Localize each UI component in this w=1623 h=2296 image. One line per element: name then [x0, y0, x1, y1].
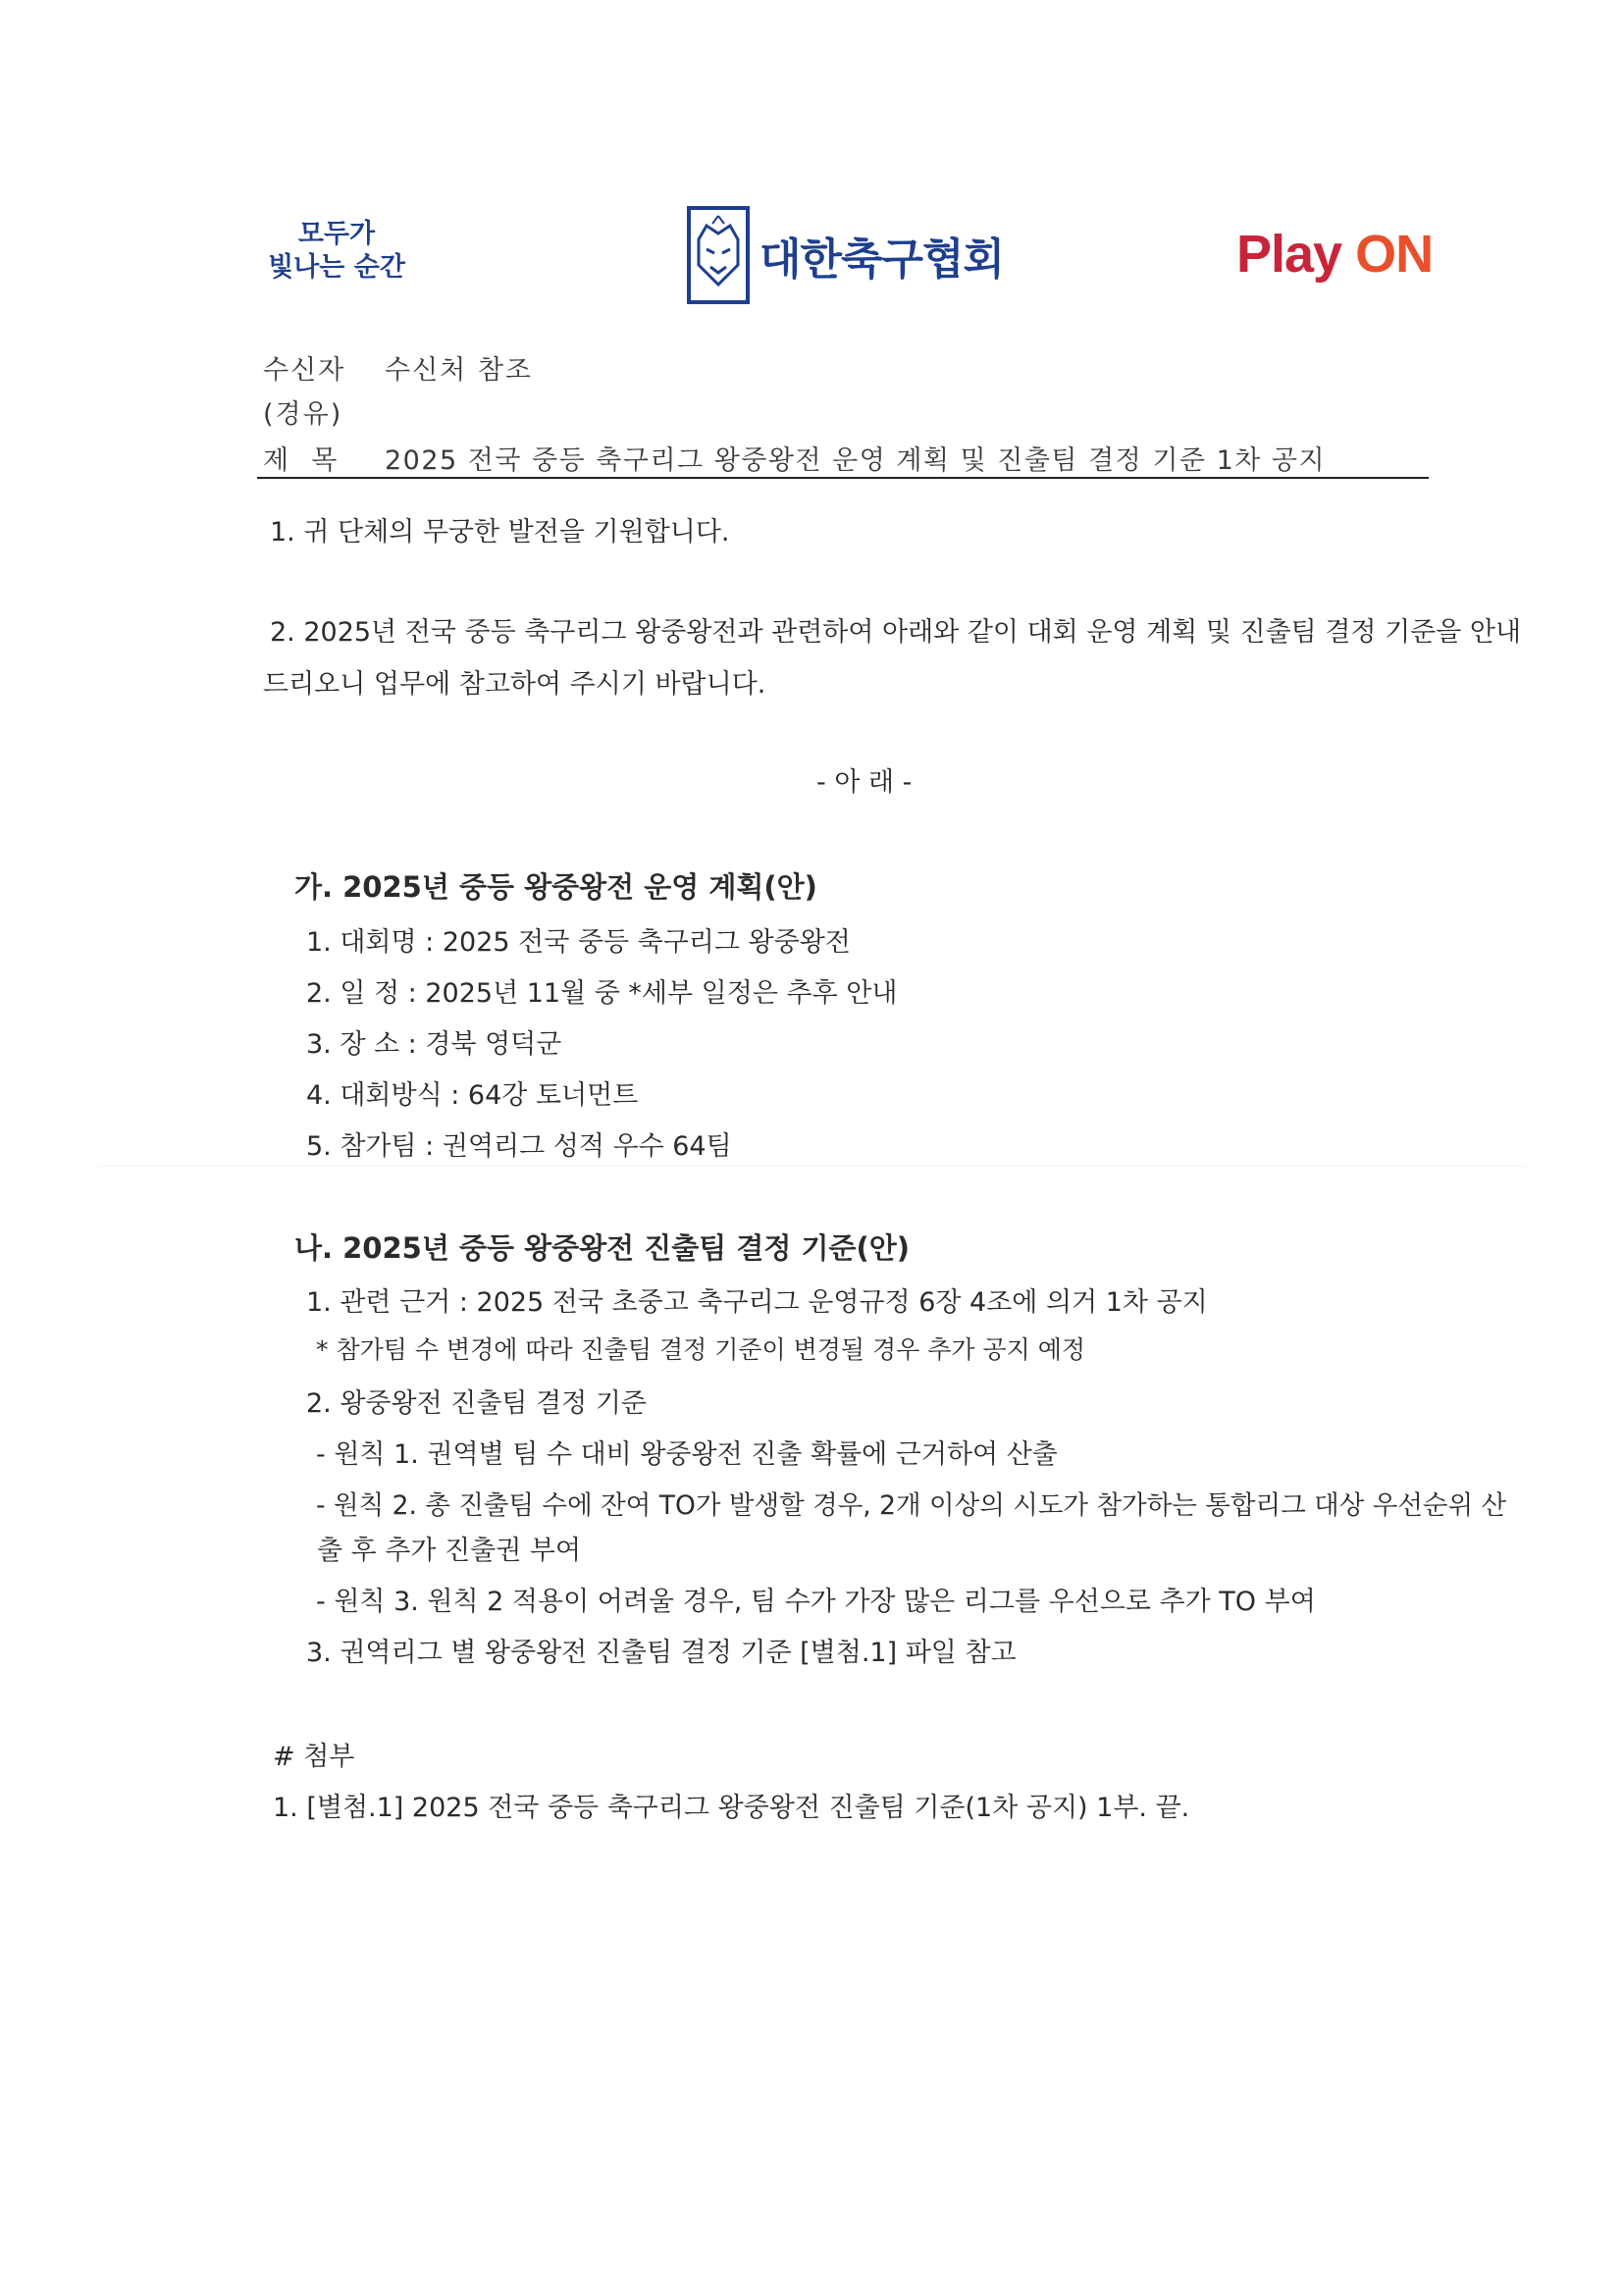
paragraph-2-line-1: 2. 2025년 전국 중등 축구리그 왕중왕전과 관련하여 아래와 같이 대회 운영 계획 및 진출팀 결정 기준을 안내 [270, 617, 1522, 648]
section-b-line: 1. 관련 근거 : 2025 전국 초중고 축구리그 운영규정 6장 4조에 의거 1차 공지 [306, 1287, 1208, 1318]
section-b-line: 3. 권역리그 별 왕중왕전 진출팀 결정 기준 [별첨.1] 파일 참고 [306, 1638, 1017, 1668]
subject-value: 2025 전국 중등 축구리그 왕중왕전 운영 계획 및 진출팀 결정 기준 1차 공지 [385, 445, 1327, 476]
attachment-title: # 첨부 [273, 1742, 355, 1772]
recipient-label: 수신자 [263, 355, 346, 386]
play-on-on: ON [1355, 225, 1434, 284]
section-a-item: 3. 장 소 : 경북 영덕군 [306, 1029, 562, 1060]
section-a-item: 1. 대회명 : 2025 전국 중등 축구리그 왕중왕전 [306, 927, 851, 958]
section-a-item: 4. 대회방식 : 64강 토너먼트 [306, 1080, 639, 1111]
section-a-title: 가. 2025년 중등 왕중왕전 운영 계획(안) [294, 870, 817, 904]
paragraph-2-line-2: 드리오니 업무에 참고하여 주시기 바랍니다. [263, 669, 766, 700]
section-b-principle: - 원칙 1. 권역별 팀 수 대비 왕중왕전 진출 확률에 근거하여 산출 [316, 1439, 1058, 1470]
play-on-play: Play [1236, 225, 1342, 284]
section-b-title: 나. 2025년 중등 왕중왕전 진출팀 결정 기준(안) [294, 1231, 911, 1265]
section-b-principle: - 원칙 2. 총 진출팀 수에 잔여 TO가 발생할 경우, 2개 이상의 시도가 참가하는 통합리그 대상 우선순위 산 [316, 1490, 1507, 1521]
section-a-item: 5. 참가팀 : 권역리그 성적 우수 64팀 [306, 1131, 732, 1162]
recipient-row [263, 348, 533, 387]
subject-label: 제 목 [263, 445, 340, 476]
kfa-logo [687, 206, 1004, 304]
section-b-note: * 참가팀 수 변경에 따라 진출팀 결정 기준이 변경될 경우 추가 공지 예정 [316, 1335, 1086, 1364]
org-name: 대한축구협회 [759, 235, 1005, 285]
via-label: (경유) [263, 399, 343, 430]
subject-row [263, 439, 1327, 477]
via-row [263, 392, 342, 431]
paragraph-1: 1. 귀 단체의 무궁한 발전을 기원합니다. [270, 517, 730, 548]
play-on-logo [1236, 224, 1433, 285]
section-b-principle: - 원칙 3. 원칙 2 적용이 어려울 경우, 팀 수가 가장 많은 리그를 우선으로 추가 TO 부여 [316, 1587, 1316, 1617]
slogan-logo [263, 218, 410, 285]
section-a-item: 2. 일 정 : 2025년 11월 중 *세부 일정은 추후 안내 [306, 978, 898, 1009]
slogan-line-2: 빛나는 순간 [268, 252, 405, 283]
attachment-item: 1. [별첨.1] 2025 전국 중등 축구리그 왕중왕전 진출팀 기준(1차 공지) 1부. 끝. [273, 1793, 1190, 1823]
recipient-value: 수신처 참조 [385, 355, 533, 386]
header-divider [257, 477, 1429, 479]
slogan-line-1: 모두가 [297, 219, 376, 249]
kfa-tiger-emblem-icon [687, 206, 750, 304]
below-marker: - 아 래 - [816, 767, 913, 798]
section-b-principle-continued: 출 후 추가 진출권 부여 [317, 1536, 582, 1566]
section-b-line: 2. 왕중왕전 진출팀 결정 기준 [306, 1388, 647, 1419]
scan-artifact-line [98, 1166, 1525, 1167]
